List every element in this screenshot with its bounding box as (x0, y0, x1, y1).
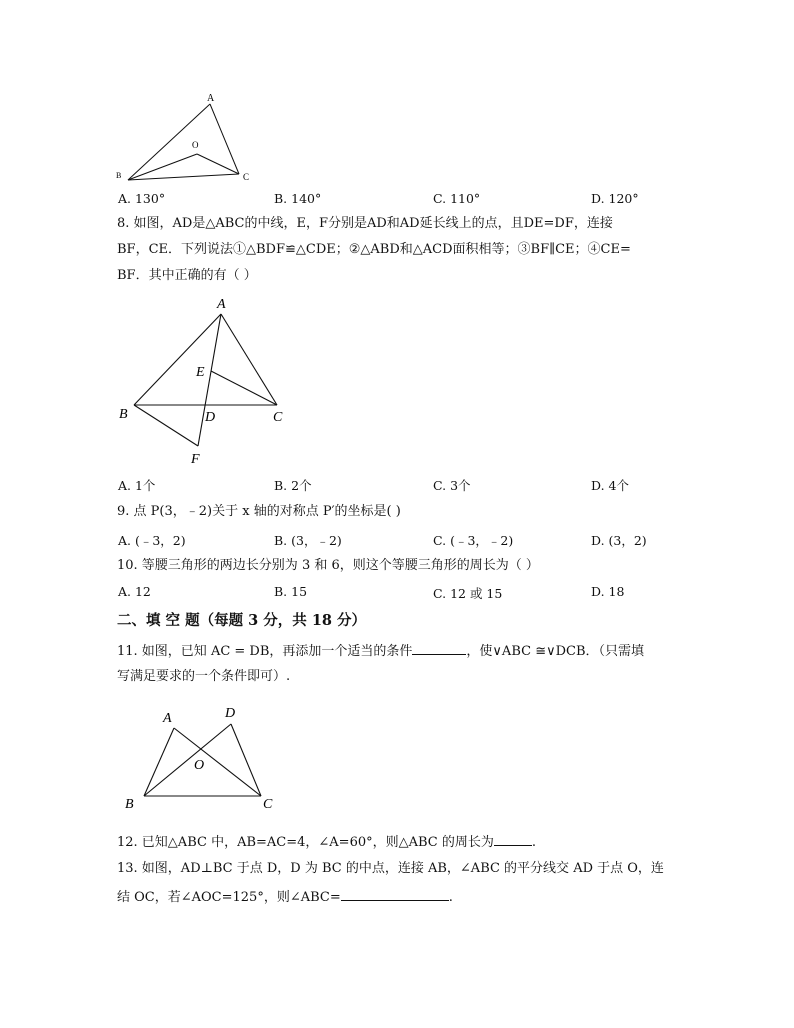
q12-stem-b: . (531, 835, 537, 850)
q10-stem: 10. 等腰三角形的两边长分别为 3 和 6，则这个等腰三角形的周长为（ ） (117, 558, 539, 573)
q8-stem-line1: 8. 如图，AD是△ABC的中线，E，F分别是AD和AD延长线上的点，且DE=DF，连接 (117, 216, 613, 231)
q11-stem-line1-a: 11. 如图，已知 AC = DB，再添加一个适当的条件 (117, 644, 413, 659)
q12-stem-a: 12. 已知△ABC 中，AB=AC=4，∠A=60°，则△ABC 的周长为 (117, 835, 494, 850)
q11-stem-line2: 写满足要求的一个条件即可）. (117, 669, 291, 684)
q10-option-c: C. 12 或 15 (433, 586, 503, 601)
q7-label-c: C (243, 172, 250, 182)
q8-label-d: D (205, 410, 216, 425)
q8-option-d: D. 4个 (591, 478, 629, 493)
q8-side-ac (221, 314, 277, 405)
q8-label-b: B (119, 407, 128, 422)
q13-answer-blank[interactable] (341, 886, 449, 901)
q12-answer-blank[interactable] (494, 831, 532, 846)
q11-figure (118, 700, 288, 816)
q13-stem-line2-a: 结 OC，若∠AOC=125°，则∠ABC= (117, 890, 341, 905)
q11-answer-blank[interactable] (412, 640, 466, 655)
q8-figure (110, 290, 300, 470)
q10-option-a: A. 12 (118, 584, 151, 599)
q9-option-b: B. (3，﹣2) (274, 533, 342, 548)
q7-option-a: A. 130° (118, 191, 166, 206)
q8-stem-line2: BF，CE．下列说法①△BDF≌△CDE；②△ABD和△ACD面积相等；③BF∥CE；④CE= (117, 242, 631, 257)
q11-label-d: D (225, 706, 236, 721)
q11-segment-ab (144, 728, 174, 796)
q10-option-d: D. 18 (591, 584, 625, 599)
q7-option-c: C. 110° (433, 191, 481, 206)
q7-option-b: B. 140° (274, 191, 322, 206)
q11-label-a: A (163, 711, 172, 726)
q8-segment-bf (134, 405, 198, 446)
q11-label-b: B (125, 797, 134, 812)
q8-option-a: A. 1个 (118, 478, 156, 493)
q9-stem: 9. 点 P(3，﹣2)关于 x 轴的对称点 P′的坐标是( ) (117, 504, 401, 519)
q11-segment-dc (231, 724, 261, 796)
q11-segment-db (144, 724, 231, 796)
q13-stem-line1: 13. 如图，AD⊥BC 于点 D，D 为 BC 的中点，连接 AB，∠ABC 的平分线交 AD 于点 O，连 (117, 861, 664, 876)
q7-label-a: A (207, 93, 215, 104)
q8-label-e: E (196, 365, 205, 380)
q8-option-b: B. 2个 (274, 478, 312, 493)
q7-label-o: O (192, 140, 199, 150)
q11-segment-ac (174, 728, 261, 796)
q8-label-f: F (191, 452, 200, 467)
q9-option-d: D. (3，2) (591, 533, 647, 548)
q13-stem-line2 (117, 886, 453, 908)
q9-option-a: A. (﹣3，2) (118, 533, 186, 548)
q7-segment-oc (197, 154, 239, 174)
q8-option-c: C. 3个 (433, 478, 471, 493)
q7-segment-bo (128, 154, 197, 180)
q8-label-a: A (217, 297, 226, 312)
q7-side-bc (128, 174, 239, 180)
q10-option-b: B. 15 (274, 584, 308, 599)
q8-label-c: C (273, 410, 283, 425)
q7-option-d: D. 120° (591, 191, 639, 206)
q7-figure (110, 88, 260, 188)
q11-stem-line1-b: ，使∨ABC ≅∨DCB．（只需填 (466, 644, 645, 659)
q13-stem-line2-b: . (448, 890, 453, 905)
q9-option-c: C. (﹣3，﹣2) (433, 533, 514, 548)
q12-stem (117, 831, 536, 853)
q7-side-ac (210, 104, 239, 174)
q7-label-b: B (116, 171, 122, 180)
q11-label-c: C (263, 797, 273, 812)
q11-stem-line1 (117, 640, 644, 662)
q8-stem-line3: BF．其中正确的有（ ） (117, 268, 257, 283)
section-2-heading: 二、填 空 题（每题 3 分，共 18 分） (117, 612, 367, 629)
q11-label-o: O (194, 758, 205, 773)
